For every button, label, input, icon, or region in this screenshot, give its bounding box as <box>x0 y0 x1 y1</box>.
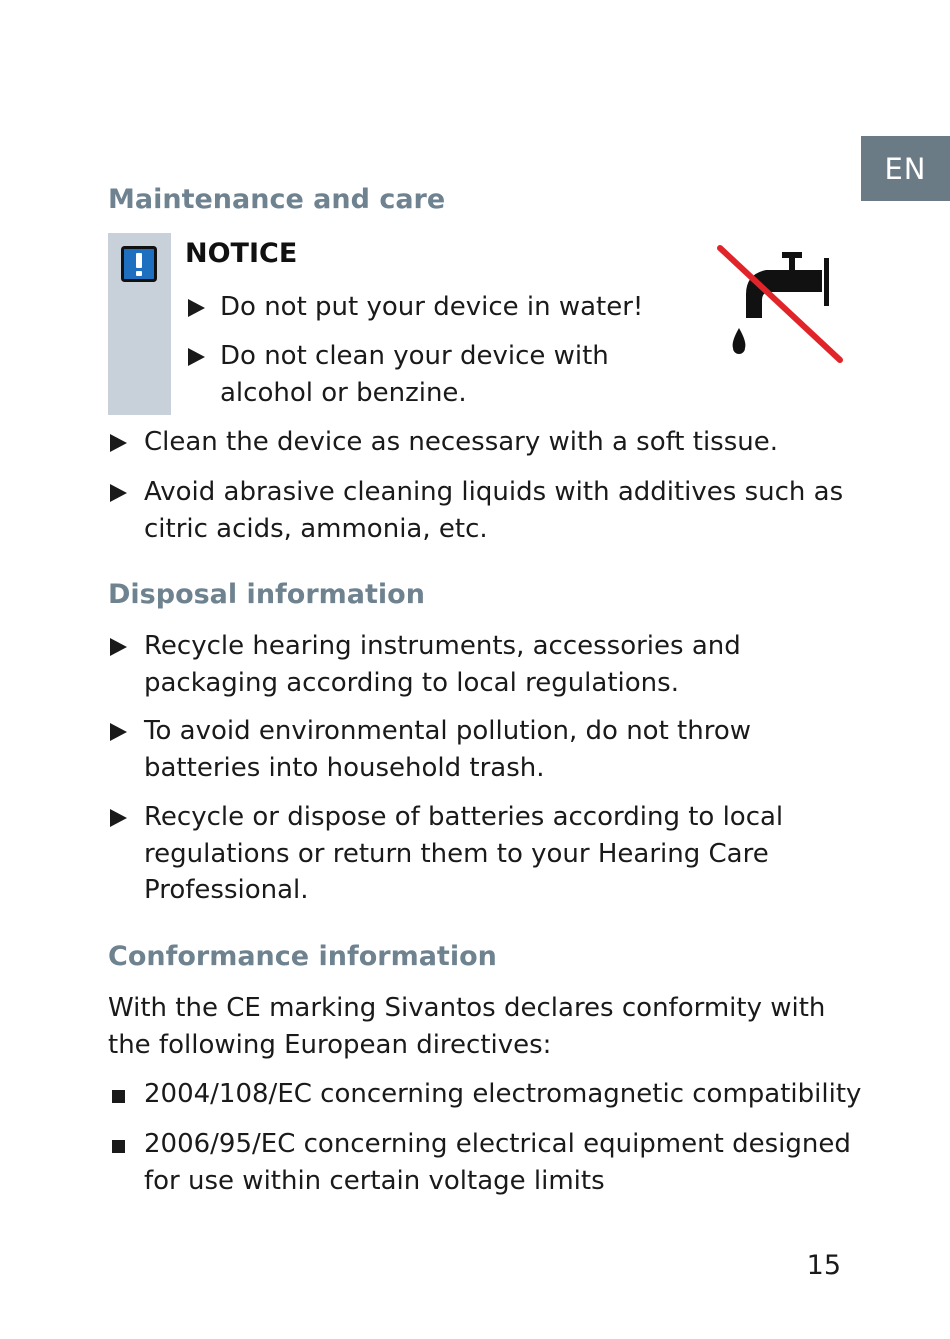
disposal-item: Recycle or dispose of batteries according to local regulations or return them to your Hearing Care Professional. <box>108 799 808 909</box>
bullet-triangle-icon <box>188 299 205 317</box>
disposal-item: Recycle hearing instruments, accessories and packaging according to local regulations. <box>108 628 768 701</box>
disposal-heading: Disposal information <box>108 579 425 610</box>
maintenance-item: Avoid abrasive cleaning liquids with additives such as citric acids, ammonia, etc. <box>108 474 848 547</box>
conformance-intro: With the CE marking Sivantos declares conformity with the following European directives: <box>108 993 826 1060</box>
page-number: 15 <box>806 1250 841 1281</box>
notice-item: Do not clean your device with alcohol or benzine. <box>185 338 615 411</box>
bullet-triangle-icon <box>110 484 127 502</box>
bullet-triangle-icon <box>188 348 205 366</box>
disposal-item: To avoid environmental pollution, do not throw batteries into household trash. <box>108 713 788 786</box>
bullet-square-icon <box>112 1090 125 1103</box>
maintenance-item: Clean the device as necessary with a soft tissue. <box>108 424 848 461</box>
bullet-square-icon <box>112 1140 125 1153</box>
notice-item: Do not put your device in water! <box>185 289 655 326</box>
conformance-item: 2006/95/EC concerning electrical equipment designed for use within certain voltage limits <box>108 1126 853 1199</box>
no-water-tap-icon <box>716 244 844 364</box>
bullet-triangle-icon <box>110 638 127 656</box>
bullet-triangle-icon <box>110 723 127 741</box>
notice-exclamation-icon <box>121 246 157 282</box>
language-tab: EN <box>861 136 950 201</box>
conformance-item: 2004/108/EC concerning electromagnetic compatibility <box>108 1076 853 1113</box>
bullet-triangle-icon <box>110 809 127 827</box>
bullet-triangle-icon <box>110 434 127 452</box>
maintenance-heading: Maintenance and care <box>108 184 446 215</box>
conformance-heading: Conformance information <box>108 941 497 972</box>
notice-title: NOTICE <box>185 238 298 269</box>
